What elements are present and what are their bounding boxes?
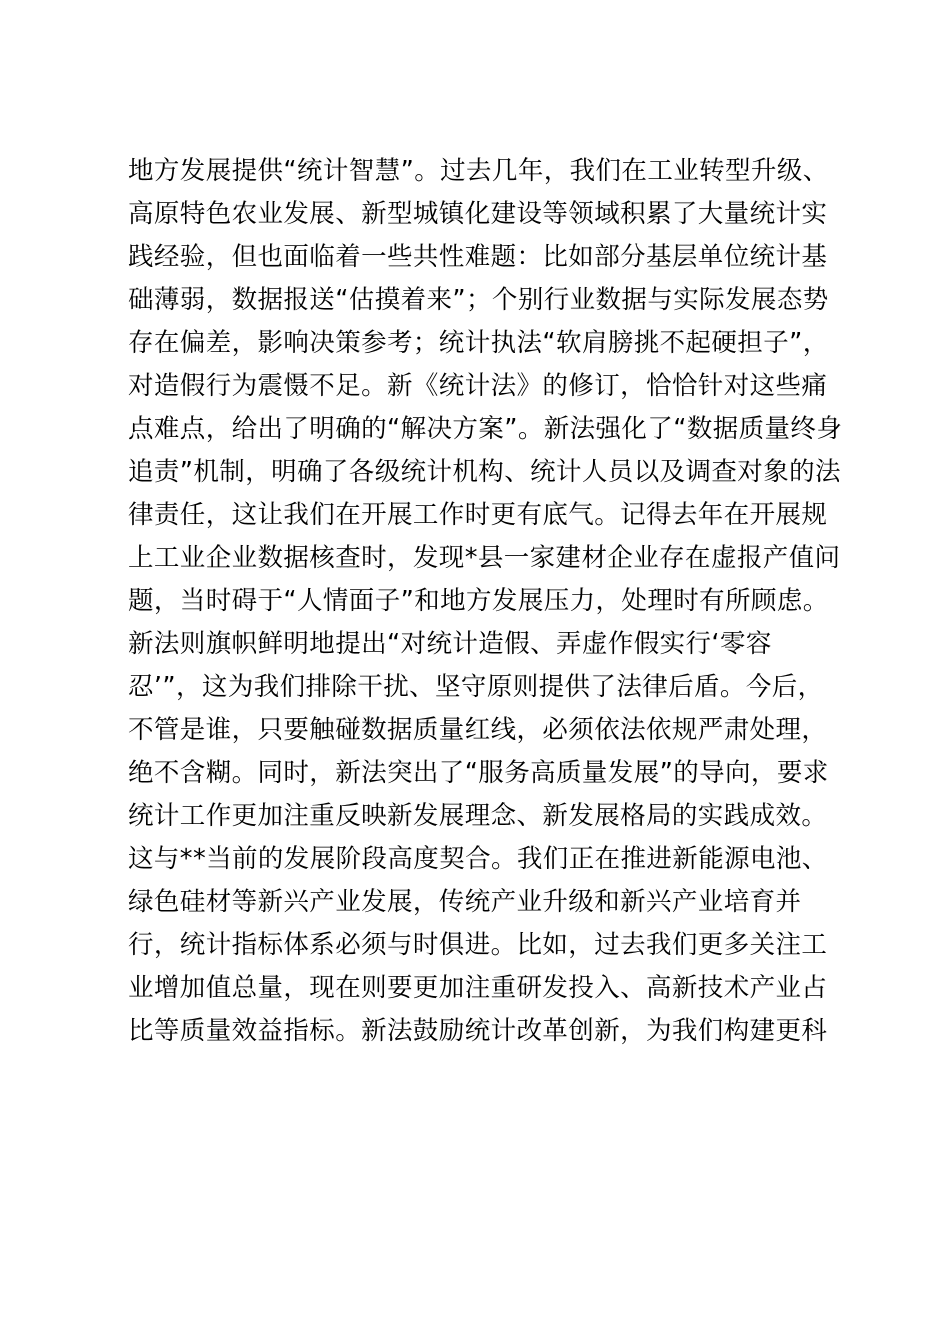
text-line: 行，统计指标体系必须与时俱进。比如，过去我们更多关注工 xyxy=(128,930,828,960)
body-paragraph xyxy=(128,150,848,1053)
text-line: 上工业企业数据核查时，发现*县一家建材企业存在虚报产值问 xyxy=(128,543,841,573)
text-line: 践经验，但也面临着一些共性难题：比如部分基层单位统计基 xyxy=(128,242,828,272)
text-line: 高原特色农业发展、新型城镇化建设等领域积累了大量统计实 xyxy=(128,199,828,229)
text-line: 点难点，给出了明确的“解决方案”。新法强化了“数据质量终身 xyxy=(128,414,843,444)
text-line: 题，当时碍于“人情面子”和地方发展压力，处理时有所顾虑。 xyxy=(128,586,829,616)
text-line: 统计工作更加注重反映新发展理念、新发展格局的实践成效。 xyxy=(128,801,828,831)
text-line: 地方发展提供“统计智慧”。过去几年，我们在工业转型升级、 xyxy=(128,156,829,186)
text-line: 存在偏差，影响决策参考；统计执法“软肩膀挑不起硬担子”， xyxy=(128,328,829,358)
text-line: 比等质量效益指标。新法鼓励统计改革创新，为我们构建更科 xyxy=(128,1016,828,1046)
text-line: 绿色硅材等新兴产业发展，传统产业升级和新兴产业培育并 xyxy=(128,887,802,917)
text-line: 业增加值总量，现在则要更加注重研发投入、高新技术产业占 xyxy=(128,973,828,1003)
text-line: 追责”机制，明确了各级统计机构、统计人员以及调查对象的法 xyxy=(128,457,841,487)
text-line: 础薄弱，数据报送“估摸着来”；个别行业数据与实际发展态势 xyxy=(128,285,829,315)
text-line: 绝不含糊。同时，新法突出了“服务高质量发展”的导向，要求 xyxy=(128,758,829,788)
text-line: 不管是谁，只要触碰数据质量红线，必须依法依规严肃处理， xyxy=(128,715,828,745)
text-line: 新法则旗帜鲜明地提出“对统计造假、弄虚作假实行‘零容 xyxy=(128,629,772,659)
text-line: 律责任，这让我们在开展工作时更有底气。记得去年在开展规 xyxy=(128,500,828,530)
text-line: 这与**当前的发展阶段高度契合。我们正在推进新能源电池、 xyxy=(128,844,828,874)
text-line: 忍’”，这为我们排除干扰、坚守原则提供了法律后盾。今后， xyxy=(128,672,824,702)
text-line: 对造假行为震慑不足。新《统计法》的修订，恰恰针对这些痛 xyxy=(128,371,828,401)
